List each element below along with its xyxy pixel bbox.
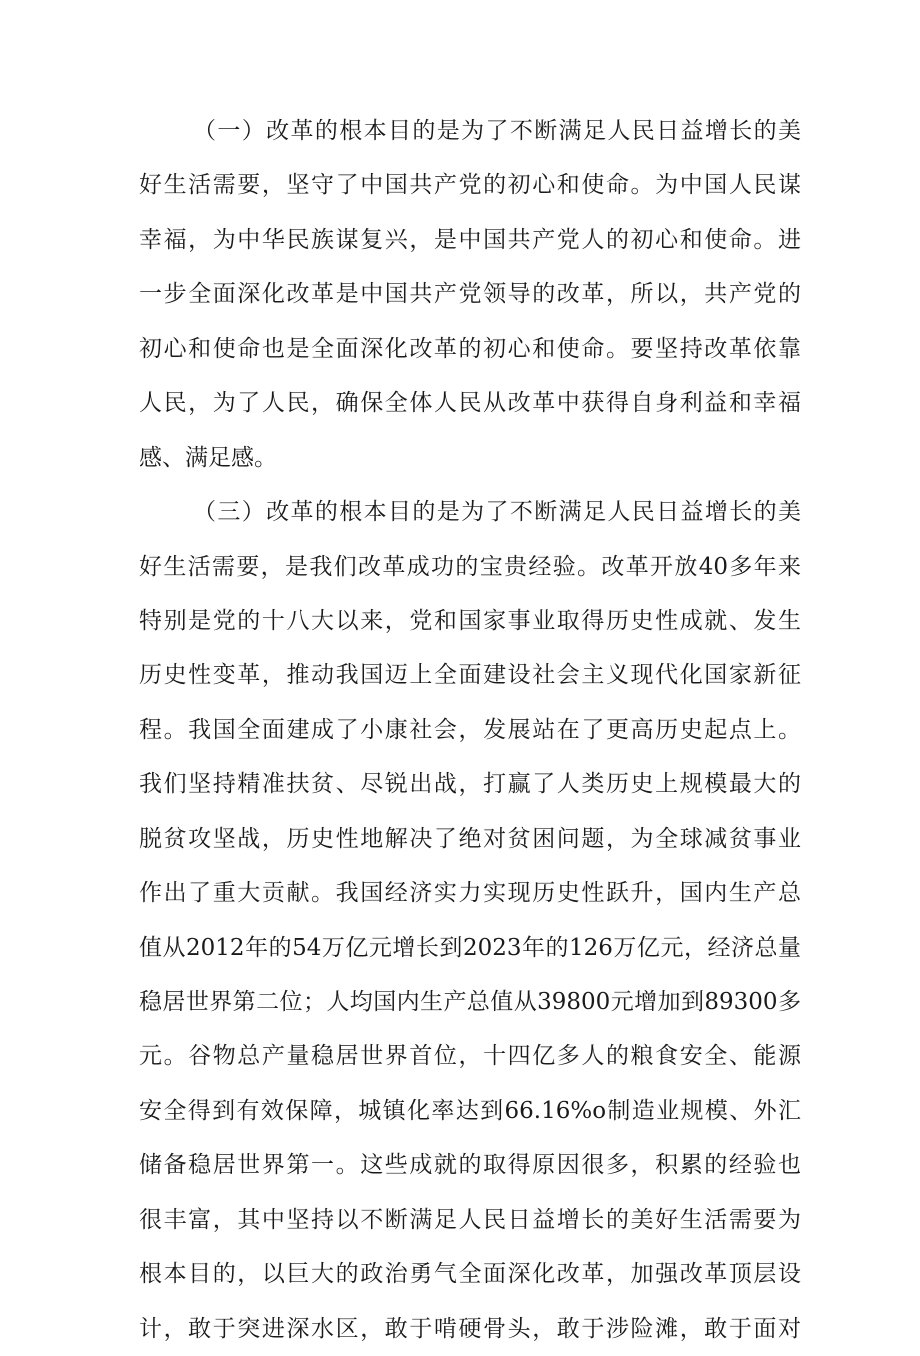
paragraph-line: 好生活需要，坚守了中国共产党的初心和使命。为中国人民谋 <box>139 172 801 199</box>
paragraph-line: 稳居世界第二位；人均国内生产总值从39800元增加到89300多 <box>139 989 801 1015</box>
paragraph-line: 储备稳居世界第一。这些成就的取得原因很多，积累的经验也 <box>139 1152 801 1179</box>
paragraph-line: （三）改革的根本目的是为了不断满足人民日益增长的美 <box>193 499 801 526</box>
paragraph-line: 一步全面深化改革是中国共产党领导的改革，所以，共产党的 <box>139 281 801 308</box>
body-text <box>139 104 801 1356</box>
paragraph-line: 值从2012年的54万亿元增长到2023年的126万亿元，经济总量 <box>139 934 801 961</box>
paragraph-line: 根本目的，以巨大的政治勇气全面深化改革，加强改革顶层设 <box>139 1261 801 1288</box>
paragraph-line: 很丰富，其中坚持以不断满足人民日益增长的美好生活需要为 <box>139 1206 801 1233</box>
paragraph-line: 程。我国全面建成了小康社会，发展站在了更高历史起点上。 <box>139 716 801 743</box>
paragraph-line: （一）改革的根本目的是为了不断满足人民日益增长的美 <box>193 118 801 144</box>
paragraph-line: 幸福，为中华民族谋复兴，是中国共产党人的初心和使命。进 <box>139 226 801 253</box>
paragraph-line: 感、满足感。 <box>139 444 277 471</box>
paragraph-line: 元。谷物总产量稳居世界首位，十四亿多人的粮食安全、能源 <box>139 1043 801 1070</box>
paragraph-line: 我们坚持精准扶贫、尽锐出战，打赢了人类历史上规模最大的 <box>139 771 801 798</box>
paragraph-line: 历史性变革，推动我国迈上全面建设社会主义现代化国家新征 <box>139 662 801 689</box>
paragraph-1 <box>139 104 801 485</box>
paragraph-line: 脱贫攻坚战，历史性地解决了绝对贫困问题，为全球减贫事业 <box>139 825 801 852</box>
paragraph-line: 特别是党的十八大以来，党和国家事业取得历史性成就、发生 <box>139 607 801 634</box>
paragraph-line: 人民，为了人民，确保全体人民从改革中获得自身利益和幸福 <box>139 390 801 417</box>
paragraph-line: 安全得到有效保障，城镇化率达到66.16%o制造业规模、外汇 <box>139 1097 801 1124</box>
paragraph-2 <box>139 485 801 1356</box>
paragraph-line: 好生活需要，是我们改革成功的宝贵经验。改革开放40多年来 <box>139 553 801 580</box>
paragraph-line: 初心和使命也是全面深化改革的初心和使命。要坚持改革依靠 <box>139 335 801 362</box>
paragraph-line: 计，敢于突进深水区，敢于啃硬骨头，敢于涉险滩，敢于面对 <box>139 1315 801 1342</box>
paragraph-line: 作出了重大贡献。我国经济实力实现历史性跃升，国内生产总 <box>139 880 801 907</box>
